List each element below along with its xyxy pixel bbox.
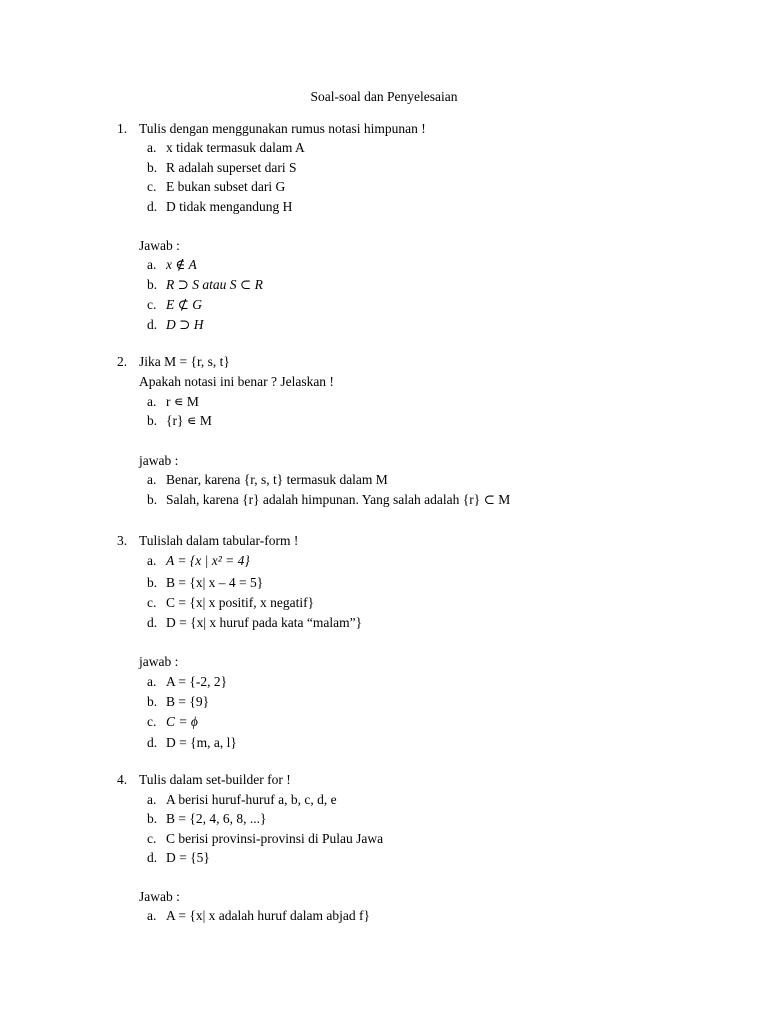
q2-answer-b-text: Salah, karena {r} adalah himpunan. Yang salah adalah {r} ⊂ M — [166, 492, 511, 507]
q4-answer-label: Jawab : — [139, 889, 180, 904]
q1-answer-label: Jawab : — [139, 238, 180, 253]
q2-answer-a-label: a. — [147, 472, 157, 487]
q4-item-c-label: c. — [147, 831, 157, 846]
q2-item-a-text: r ∊ M — [166, 394, 199, 409]
page-title: Soal-soal dan Penyelesaian — [310, 89, 458, 104]
q3-answer-c-label: c. — [147, 714, 157, 729]
q1-item-c-label: c. — [147, 179, 157, 194]
q1-answer-c-label: c. — [147, 297, 157, 312]
q2-item-a-label: a. — [147, 394, 157, 409]
question-2-text: Jika M = {r, s, t} — [139, 354, 230, 369]
q4-item-c-text: C berisi provinsi-provinsi di Pulau Jawa — [166, 831, 384, 846]
q2-answer-a-text: Benar, karena {r, s, t} termasuk dalam M — [166, 472, 388, 487]
q3-answer-a-text: A = {-2, 2} — [166, 674, 228, 689]
q1-answer-a-text: x ∉ A — [166, 257, 197, 272]
q1-item-a-label: a. — [147, 140, 157, 155]
q3-item-a-label: a. — [147, 553, 157, 568]
q3-item-d-label: d. — [147, 615, 158, 630]
question-2-text-2: Apakah notasi ini benar ? Jelaskan ! — [139, 374, 334, 389]
q1-answer-c-text: E ⊄ G — [166, 297, 203, 312]
q2-answer-b-label: b. — [147, 492, 158, 507]
q3-answer-a-label: a. — [147, 674, 157, 689]
q3-item-b-label: b. — [147, 575, 158, 590]
q3-answer-c-text: C = ϕ — [166, 714, 198, 729]
q2-item-b-text: {r} ∊ M — [166, 413, 212, 428]
question-3-number: 3. — [117, 533, 128, 548]
q4-answer-a-text: A = {x| x adalah huruf dalam abjad f} — [166, 908, 370, 923]
q1-answer-b-label: b. — [147, 277, 158, 292]
question-4-text: Tulis dalam set-builder for ! — [139, 772, 291, 787]
q4-item-d-text: D = {5} — [166, 850, 210, 865]
q3-answer-b-label: b. — [147, 694, 158, 709]
q2-answer-label: jawab : — [139, 453, 179, 468]
q3-item-c-label: c. — [147, 595, 157, 610]
q4-item-b-label: b. — [147, 811, 158, 826]
q3-answer-d-label: d. — [147, 735, 158, 750]
q1-answer-d-text: D ⊃ H — [166, 317, 204, 332]
q1-item-d-text: D tidak mengandung H — [166, 199, 293, 214]
q4-answer-a-label: a. — [147, 908, 157, 923]
q1-item-b-label: b. — [147, 160, 158, 175]
q3-item-a-text: A = {x | x² = 4} — [166, 553, 250, 568]
q1-answer-a-label: a. — [147, 257, 157, 272]
question-3-text: Tulislah dalam tabular-form ! — [139, 533, 299, 548]
q1-item-c-text: E bukan subset dari G — [166, 179, 286, 194]
q3-answer-label: jawab : — [139, 654, 179, 669]
q3-item-b-text: B = {x| x – 4 = 5} — [166, 575, 264, 590]
question-1-text: Tulis dengan menggunakan rumus notasi himpunan ! — [139, 121, 426, 136]
q4-item-d-label: d. — [147, 850, 158, 865]
q2-item-b-label: b. — [147, 413, 158, 428]
q4-item-a-label: a. — [147, 792, 157, 807]
q1-answer-b-text: R ⊃ S atau S ⊂ R — [166, 277, 263, 292]
question-4-number: 4. — [117, 772, 128, 787]
q1-item-a-text: x tidak termasuk dalam A — [166, 140, 305, 155]
q1-item-b-text: R adalah superset dari S — [166, 160, 297, 175]
q3-answer-d-text: D = {m, a, l} — [166, 735, 237, 750]
q3-answer-b-text: B = {9} — [166, 694, 210, 709]
q3-item-c-text: C = {x| x positif, x negatif} — [166, 595, 315, 610]
q1-answer-d-label: d. — [147, 317, 158, 332]
q1-item-d-label: d. — [147, 199, 158, 214]
q4-item-b-text: B = {2, 4, 6, 8, ...} — [166, 811, 267, 826]
question-1-number: 1. — [117, 121, 128, 136]
q4-item-a-text: A berisi huruf-huruf a, b, c, d, e — [166, 792, 337, 807]
q3-item-d-text: D = {x| x huruf pada kata “malam”} — [166, 615, 363, 630]
question-2-number: 2. — [117, 354, 128, 369]
